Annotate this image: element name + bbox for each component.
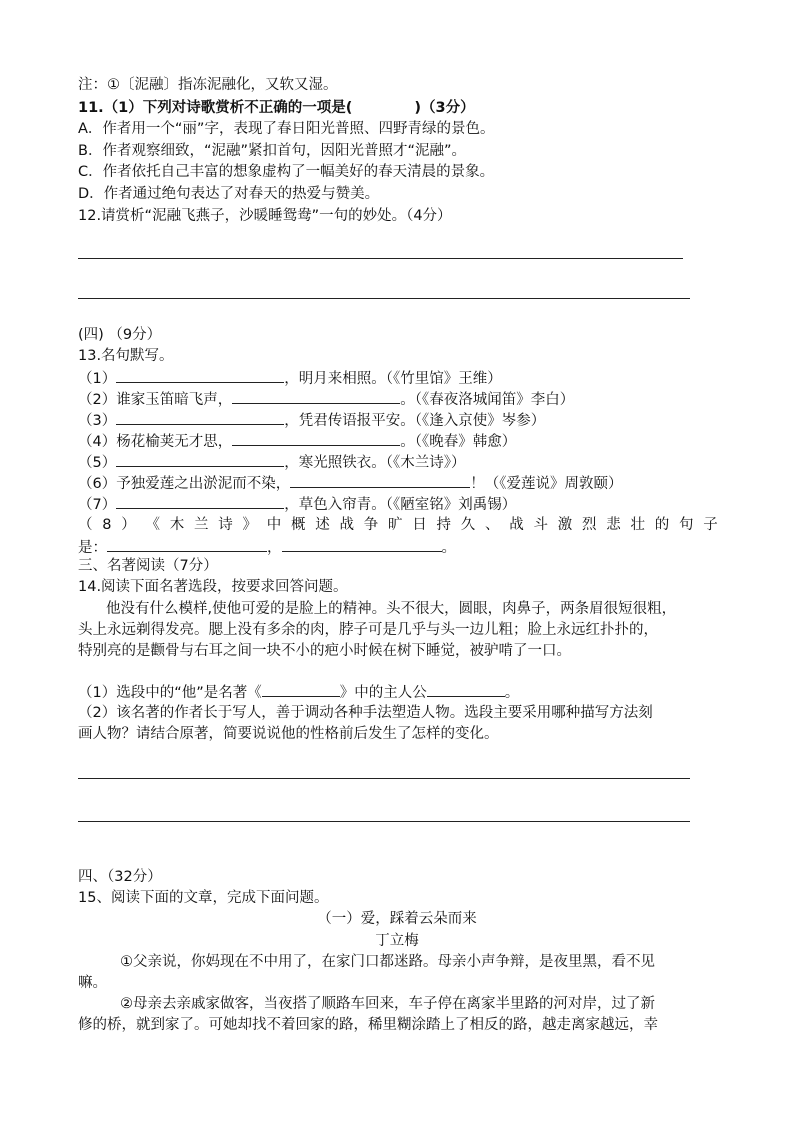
q11-option-b: B．作者观察细致，“泥融”紧扣首句，因阳光普照才“泥融”。 [78, 143, 466, 159]
q13-item-7 [78, 494, 516, 514]
q15-stem: 15、阅读下面的文章，完成下面问题。 [78, 890, 329, 906]
q13-item-2 [78, 389, 574, 409]
q13-item-2-post: 。（《春夜洛城闻笛》李白） [400, 392, 575, 408]
item8-char: 激 [557, 517, 573, 533]
q13-item-1-pre: （1） [78, 371, 117, 387]
article-title: （一）爱，踩着云朵而来 [317, 911, 477, 927]
q14-sub1-a: （1）选段中的“他”是名著《 [78, 685, 262, 701]
q13-item-7-pre: （7） [78, 497, 117, 513]
item8-char: 8 [102, 517, 112, 533]
item8-char: 日 [412, 517, 427, 533]
q13-item-5-post: ，寒光照铁衣。（《木兰诗》） [284, 455, 466, 471]
q11-option-a: A．作者用一个“丽”字，表现了春日阳光普照、四野青绿的景色。 [78, 121, 495, 137]
q11-option-d: D．作者通过绝句表达了对春天的热爱与赞美。 [78, 186, 380, 202]
q12-answer-line-1[interactable] [78, 258, 683, 259]
note-line: 注：①〔泥融〕指冻泥融化，又软又湿。 [78, 77, 338, 93]
item8-b-mid: ， [267, 540, 282, 556]
item8-char: 句 [678, 517, 694, 533]
q13-item-4 [78, 431, 516, 451]
item8-char: 持 [436, 517, 451, 533]
q14-sub1-b: 》中的主人公 [339, 685, 427, 701]
item8-char: 中 [266, 517, 282, 533]
item8-char: 子 [703, 517, 718, 533]
item8-char: 烈 [581, 517, 597, 533]
q14-answer-line-1[interactable] [78, 778, 690, 779]
q13-item-2-pre: （2）谁家玉笛暗飞声， [78, 392, 233, 408]
q13-item-1-post: ，明月来相照。（《竹里馆》王维） [284, 371, 502, 387]
q14-book-blank[interactable] [262, 682, 340, 697]
q14-sub1 [78, 682, 519, 702]
q13-item-5-blank[interactable] [116, 452, 284, 467]
passage-line-2: 头上永远剃得发亮。腮上没有多余的肉，脖子可是几乎与头一边儿粗；脸上永远红扑扑的， [78, 622, 658, 638]
article-para-2-line-2: 修的桥，就到家了。可她却找不着回家的路，稀里糊涂踏上了相反的路，越走离家越远，幸 [78, 1017, 658, 1033]
q13-item-8-blank-1[interactable] [107, 537, 267, 552]
q13-item-2-blank[interactable] [232, 389, 400, 404]
q14-answer-line-2[interactable] [78, 821, 690, 822]
q13-item-7-post: ，草色入帘青。（《陋室铭》刘禹锡） [284, 497, 517, 513]
q13-item-6-post: ！（《爱莲说》周敦颐） [470, 476, 623, 492]
item8-char: 《 [145, 517, 160, 533]
q13-item-4-pre: （4）杨花榆荚无才思， [78, 434, 233, 450]
q13-item-8-line-1 [78, 516, 718, 534]
q11-stem [78, 98, 475, 117]
q11-option-c: C．作者依托自己丰富的想象虚构了一幅美好的春天清晨的景象。 [78, 164, 495, 180]
item8-char: （ [78, 517, 93, 533]
q13-item-6-pre: （6）予独爱莲之出淤泥而不染， [78, 476, 291, 492]
q12-answer-line-2[interactable] [78, 298, 690, 299]
q13-item-4-blank[interactable] [232, 431, 400, 446]
q13-stem: 13.名句默写。 [78, 348, 174, 364]
passage-line-3: 特别亮的是颧骨与右耳之间一块不小的疤小时候在树下睡觉，被驴啃了一口。 [78, 643, 571, 659]
section4-header: (四) （9分） [78, 327, 162, 343]
item8-char: 争 [363, 517, 379, 533]
q13-item-1-blank[interactable] [116, 368, 284, 383]
q13-item-3 [78, 410, 545, 430]
item8-b-end: 。 [441, 540, 456, 556]
q12-stem: 12.请赏析“泥融飞燕子，沙暖睡鸳鸯”一句的妙处。（4分） [78, 208, 452, 224]
q13-item-8-line-2 [78, 537, 456, 557]
q13-item-3-post: ，凭君传语报平安。（《逢入京使》岑参） [284, 413, 546, 429]
q13-item-6-blank[interactable] [290, 473, 470, 488]
item8-char: 的 [654, 517, 670, 533]
article-author: 丁立梅 [375, 933, 419, 949]
q14-sub2-line-2: 画人物？请结合原著，简要说说他的性格前后发生了怎样的变化。 [78, 726, 499, 742]
article-para-2-line-1: ②母亲去亲戚家做客，当夜搭了顺路车回来，车子停在离家半里路的河对岸，过了新 [120, 996, 655, 1012]
item8-char: 战 [509, 517, 524, 533]
q13-item-6 [78, 473, 622, 493]
q13-item-3-pre: （3） [78, 413, 117, 429]
article-para-1-line-1: ①父亲说，你妈现在不中用了，在家门口都迷路。母亲小声争辩，是夜里黑，看不见 [120, 954, 655, 970]
item8-char: 壮 [630, 517, 645, 533]
article-para-1-line-2: 嘛。 [78, 975, 107, 991]
q13-item-5 [78, 452, 465, 472]
q13-item-4-post: 。（《晚春》韩愈） [400, 434, 517, 450]
item8-b-pre: 是： [78, 540, 107, 556]
q13-item-1 [78, 368, 502, 388]
q13-item-8-blank-2[interactable] [282, 537, 442, 552]
item8-char: 战 [339, 517, 354, 533]
item8-char: 、 [484, 517, 500, 533]
q11-stem-b: )（3分） [414, 100, 475, 116]
item8-char: ） [121, 517, 136, 533]
item8-char: 概 [290, 517, 306, 533]
q14-sub2-line-1: （2）该名著的作者长于写人，善于调动各种手法塑造人物。选段主要采用哪种描写方法刻 [78, 705, 653, 721]
q11-answer-blank[interactable] [352, 98, 414, 112]
q14-protagonist-blank[interactable] [427, 682, 505, 697]
item8-char: 悲 [606, 517, 621, 533]
item8-char: 诗 [218, 517, 233, 533]
item8-char: 述 [315, 517, 330, 533]
q13-item-5-pre: （5） [78, 455, 117, 471]
q13-item-7-blank[interactable] [116, 494, 284, 509]
q14-stem: 14.阅读下面名著选段，按要求回答问题。 [78, 579, 348, 595]
q11-stem-a: 11.（1）下列对诗歌赏析不正确的一项是( [78, 100, 353, 116]
section5-header: 四、（32分） [78, 869, 162, 885]
q13-item-3-blank[interactable] [116, 410, 284, 425]
item8-char: 久 [460, 517, 476, 533]
section3-header: 三、名著阅读（7分） [78, 558, 218, 574]
item8-char: 旷 [387, 517, 403, 533]
q14-sub1-c: 。 [504, 685, 520, 701]
item8-char: 木 [169, 517, 185, 533]
passage-line-1: 他没有什么模样,使他可爱的是脸上的精神。头不很大，圆眼，肉鼻子，两条眉很短很粗， [106, 601, 677, 617]
item8-char: 斗 [533, 517, 548, 533]
item8-char: 兰 [193, 517, 209, 533]
item8-char: 》 [242, 517, 257, 533]
